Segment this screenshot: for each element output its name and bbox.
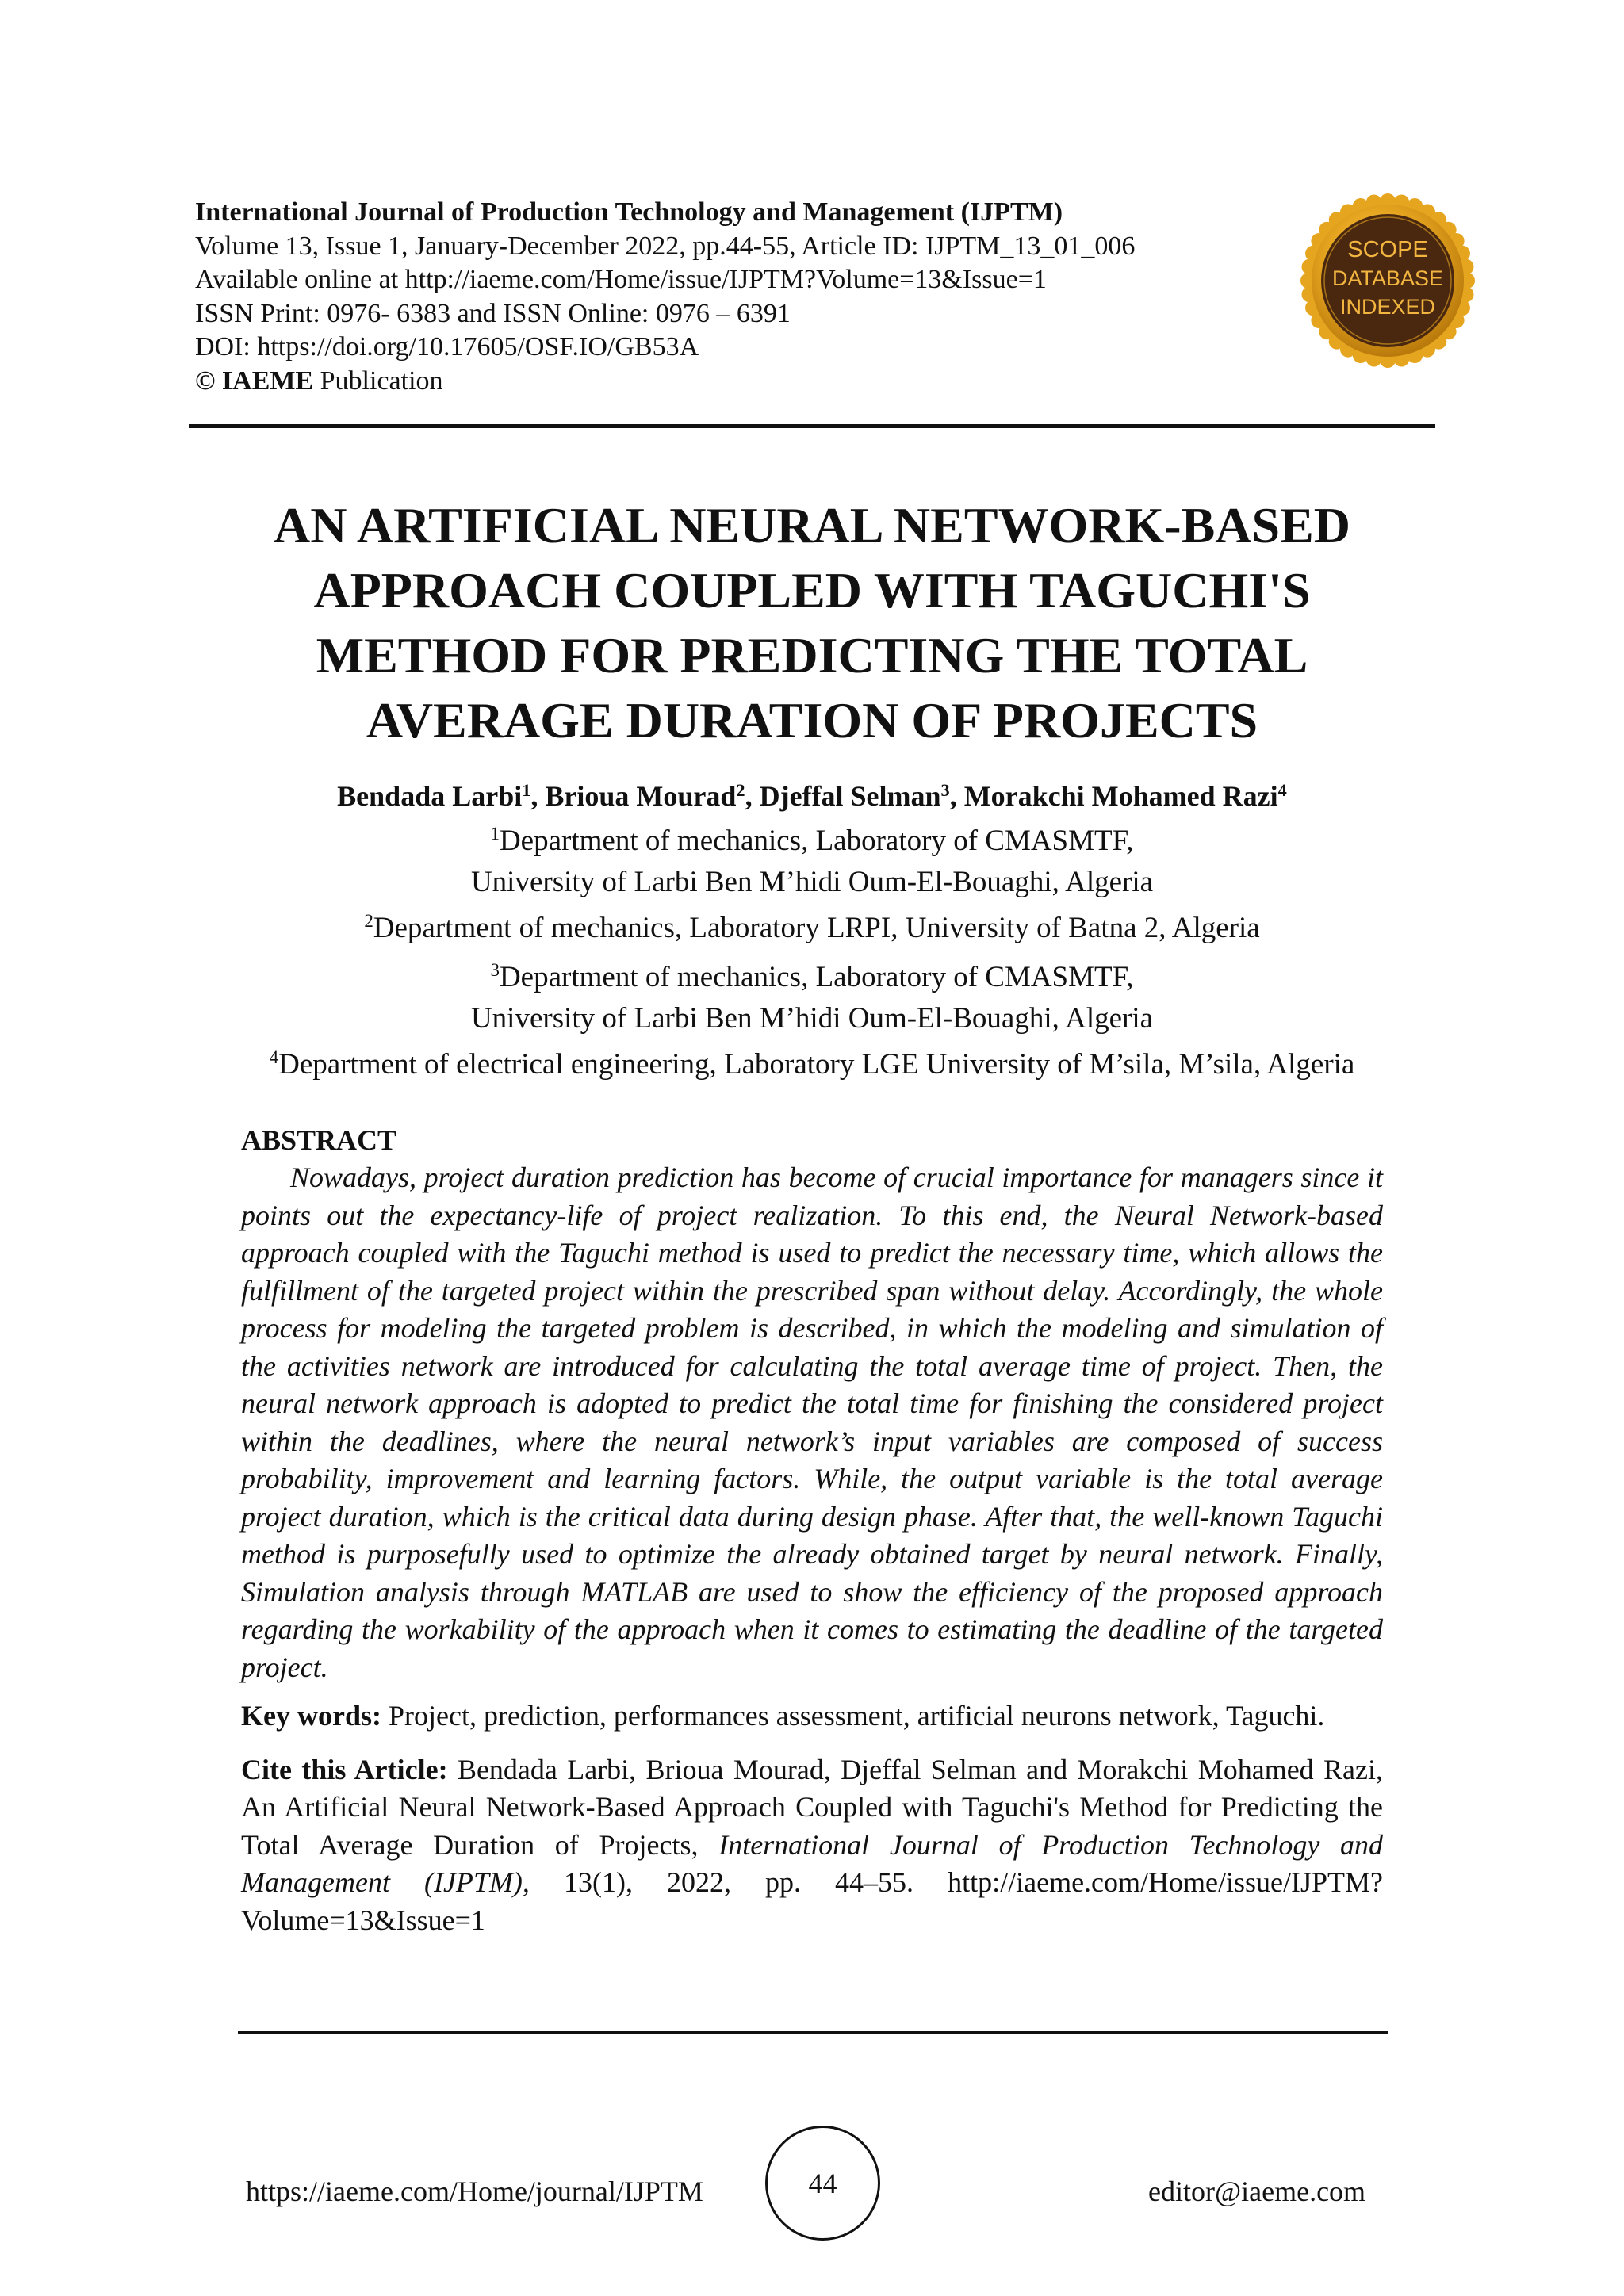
author-name: Djeffal Selman — [759, 780, 941, 812]
affiliation-line — [119, 909, 1505, 951]
keywords-text: Project, prediction, performances assessment, artificial neurons network, Taguchi. — [388, 1700, 1325, 1732]
author-list — [119, 777, 1505, 819]
cite-url-link[interactable]: http://iaeme.com/Home/issue/IJPTM?Volume=13&Issue=1 — [241, 1866, 1384, 1936]
title-line: METHOD FOR PREDICTING THE TOTAL — [316, 627, 1308, 683]
affiliation-text: Department of mechanics, Laboratory of CMASMTF, — [499, 961, 1134, 993]
author-affiliation-number: 3 — [940, 779, 950, 800]
affiliation-line: University of Larbi Ben M’hidi Oum-El-Bouaghi, Algeria — [470, 866, 1154, 898]
keywords-paragraph — [241, 1697, 1383, 1735]
title-line: AN ARTIFICIAL NEURAL NETWORK-BASED — [274, 497, 1350, 553]
title-line: APPROACH COUPLED WITH TAGUCHI'S — [313, 562, 1311, 618]
affiliation-number: 4 — [269, 1047, 279, 1068]
affiliation — [119, 959, 1505, 1038]
footer-email[interactable]: editor@iaeme.com — [1148, 2175, 1366, 2207]
author-name: Brioua Mourad — [545, 780, 737, 812]
abstract-section — [241, 1121, 1383, 1939]
abstract-text: Nowadays, project duration prediction has become of crucial importance for managers since it points out the expectancy-life of project realization. To this end, the Neural Network-based approach coupled with the Taguchi method is used to predict the necessary time, which allows the fulfillment of the targeted project within the prescribed span without delay. Accordingly, the whole process for modeling the targeted problem is described, in which the modeling and simulation of the activities network are introduced for calculating the total average time of project. Then, the neural network approach is adopted to predict the total time for finishing the considered project within the deadlines, where the neural network’s input variables are composed of success probability, improvement and learning factors. While, the output variable is the total average project duration, which is the critical data during design phase. After that, the well-known Taguchi method is purposefully used to optimize the already obtained target by neural network. Finally, Simulation analysis through MATLAB are used to show the efficiency of the proposed approach regarding the workability of the approach when it comes to estimating the deadline of the targeted project. — [241, 1161, 1383, 1683]
publisher-name: IAEME — [221, 365, 314, 396]
author-separator: , — [745, 780, 760, 812]
author-name: Morakchi Mohamed Razi — [963, 780, 1278, 812]
affiliation-number: 1 — [490, 824, 500, 844]
affiliation-text: Department of mechanics, Laboratory LRPI, University of Batna 2, Algeria — [373, 912, 1260, 944]
page-number: 44 — [808, 2167, 837, 2199]
affiliation-line — [119, 959, 1505, 1000]
cite-volume-pages: 13(1), 2022, pp. 44–55. — [563, 1866, 914, 1898]
page-number-badge — [765, 2126, 880, 2241]
abstract-heading: ABSTRACT — [241, 1124, 397, 1156]
journal-name: International Journal of Production Technology and Management (IJPTM) — [195, 197, 1063, 227]
seal-text-indexed: INDEXED — [1339, 295, 1436, 319]
affiliation-text: Department of mechanics, Laboratory of CMASMTF, — [499, 825, 1134, 857]
header-divider — [189, 424, 1435, 428]
affiliation-line: University of Larbi Ben M’hidi Oum-El-Bouaghi, Algeria — [470, 1002, 1154, 1035]
author-affiliation-number: 1 — [522, 779, 531, 800]
cite-journal-name: International Journal of Production Technology and Management (IJPTM), — [241, 1828, 1384, 1898]
volume-line: Volume 13, Issue 1, January-December 2022, pp.44-55, Article ID: IJPTM_13_01_006 — [195, 231, 1136, 261]
abstract-bottom-divider — [238, 2031, 1388, 2034]
affiliation-text: Department of electrical engineering, Laboratory LGE University of M’sila, M’sila, Algeria — [278, 1048, 1355, 1081]
cite-text: Bendada Larbi, Brioua Mourad, Djeffal Selman and Morakchi Mohamed Razi, An Artificial Neural Network-Based Approach Coupled with Taguchi's Method for Predicting the Total Average Duration of Projects, — [241, 1753, 1383, 1861]
author-separator: , — [530, 780, 546, 812]
affiliation — [119, 909, 1505, 951]
author-name: Bendada Larbi — [337, 780, 523, 812]
scope-database-indexed-seal-icon — [1300, 193, 1475, 368]
paper-title — [119, 493, 1505, 753]
affiliation-list — [119, 822, 1505, 1095]
affiliation-line — [119, 1046, 1505, 1087]
journal-header — [195, 196, 1321, 398]
title-line: AVERAGE DURATION OF PROJECTS — [366, 692, 1258, 748]
online-availability-line: Available online at http://iaeme.com/Home/issue/IJPTM?Volume=13&Issue=1 — [195, 265, 1047, 294]
issn-line: ISSN Print: 0976- 6383 and ISSN Online: 0976 – 6391 — [195, 298, 791, 328]
affiliation-number: 3 — [490, 960, 500, 981]
copyright-symbol: © — [195, 365, 216, 396]
affiliation-line — [119, 822, 1505, 863]
author-separator: , — [949, 780, 964, 812]
affiliation-number: 2 — [364, 911, 373, 932]
affiliation — [119, 822, 1505, 901]
affiliation — [119, 1046, 1505, 1087]
seal-text-database: DATABASE — [1331, 266, 1444, 290]
footer-journal-url[interactable]: https://iaeme.com/Home/journal/IJPTM — [246, 2175, 703, 2207]
doi-line: DOI: https://doi.org/10.17605/OSF.IO/GB53A — [195, 332, 699, 362]
author-affiliation-number: 4 — [1277, 779, 1287, 800]
cite-paragraph — [241, 1751, 1383, 1940]
publisher-line — [195, 365, 1321, 399]
seal-text-scope: SCOPE — [1347, 237, 1428, 262]
keywords-label: Key words: — [241, 1700, 381, 1732]
cite-label: Cite this Article: — [241, 1753, 448, 1785]
author-affiliation-number: 2 — [736, 779, 745, 800]
publisher-suffix: Publication — [320, 365, 443, 396]
